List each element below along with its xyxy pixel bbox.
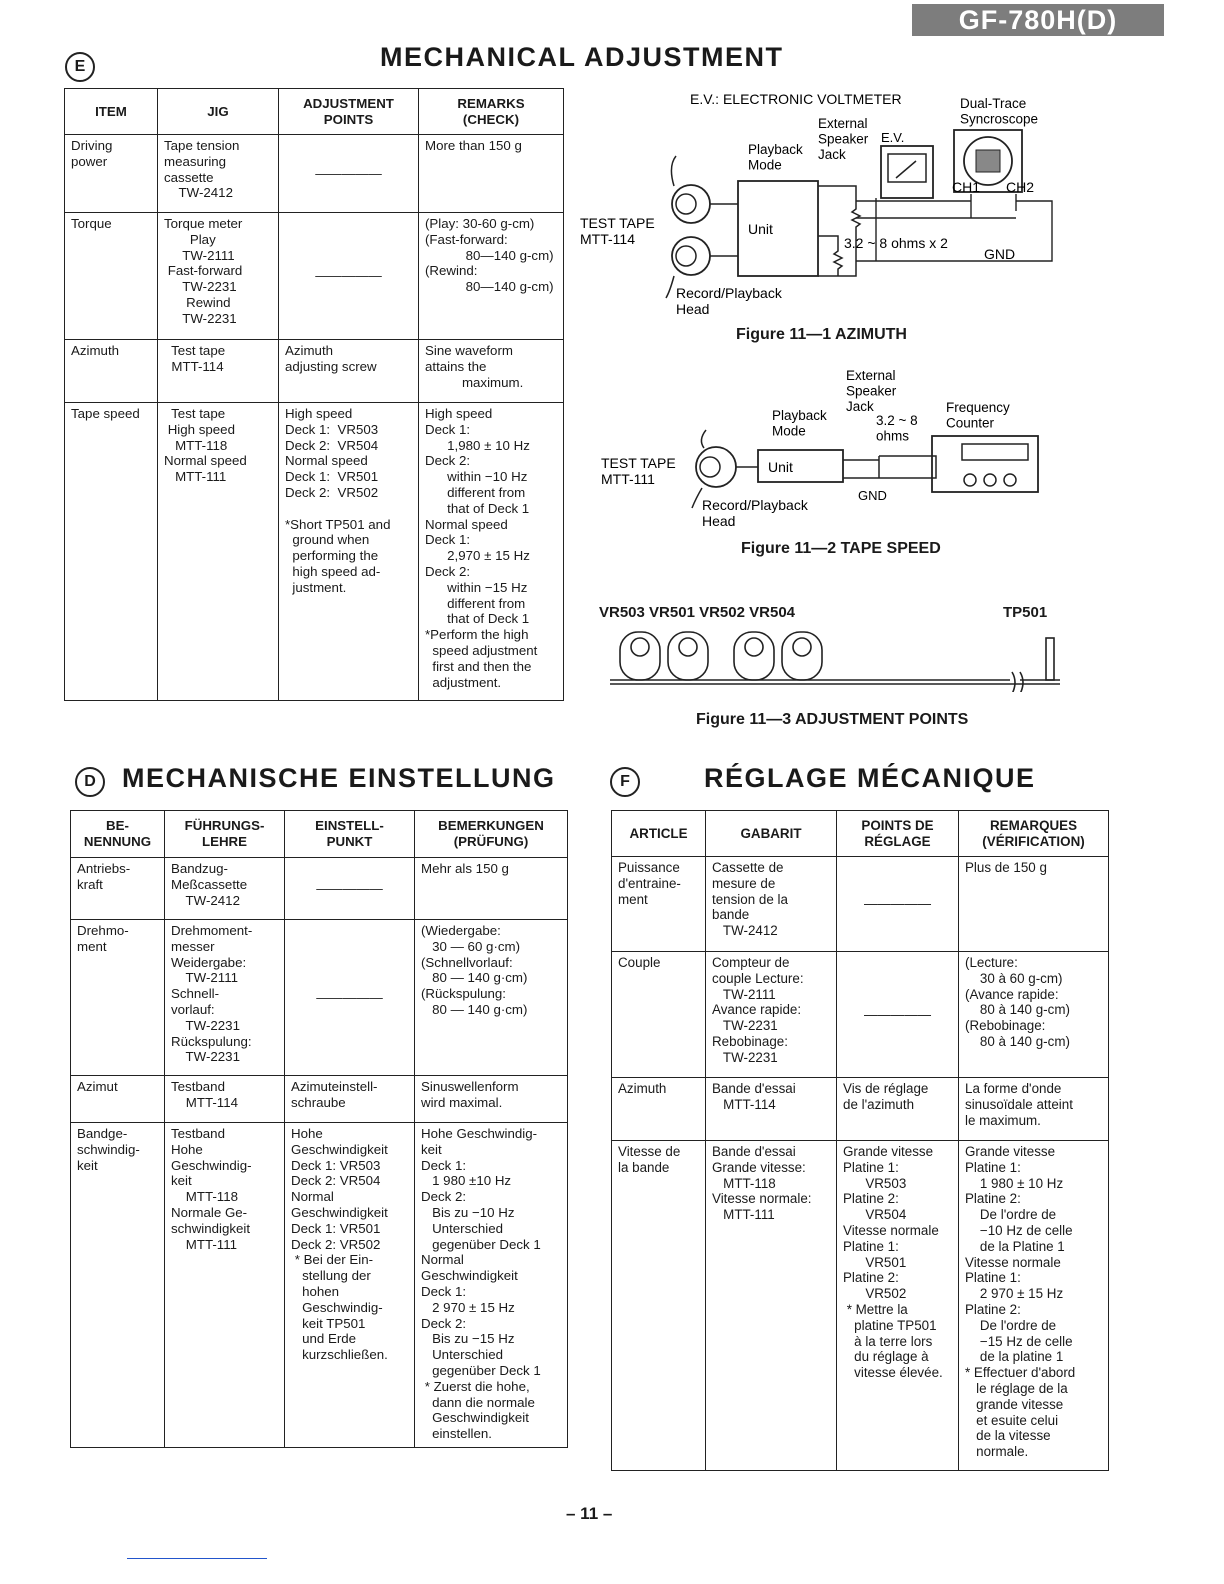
- table-cell: Antriebs- kraft: [71, 858, 165, 920]
- header-bemerkungen: BEMERKUNGEN (PRÜFUNG): [415, 811, 568, 858]
- vr501-label: VR501: [649, 604, 695, 621]
- section-marker-fr: F: [610, 767, 640, 797]
- title-en: MECHANICAL ADJUSTMENT: [380, 42, 784, 72]
- ch2-label: CH2: [1006, 179, 1035, 195]
- table-cell: Testband MTT-114: [165, 1076, 285, 1123]
- table-row: [65, 403, 564, 701]
- table-cell: (Play: 30-60 g-cm) (Fast-forward: 80—140 g-cm) (Rewind: 80—140 g-cm): [419, 213, 564, 340]
- table-cell: —————: [837, 857, 959, 952]
- test-tape-label: TEST TAPE MTT-114: [580, 215, 655, 248]
- figure-azimuth: [576, 86, 1076, 351]
- table-cell: (Lecture: 30 à 60 g-cm) (Avance rapide: 80 à 140 g-cm) (Rebobinage: 80 à 140 g-cm): [959, 952, 1109, 1078]
- unit-label: Unit: [768, 459, 793, 475]
- table-cell: Azimuth adjusting screw: [279, 340, 419, 403]
- table-cell: (Wiedergabe: 30 — 60 g·cm) (Schnellvorlauf: 80 — 140 g·cm) (Rückspulung: 80 — 140 g·cm): [415, 920, 568, 1076]
- table-cell: More than 150 g: [419, 135, 564, 213]
- tp501-label: TP501: [1003, 604, 1048, 621]
- table-cell: High speed Deck 1: 1,980 ± 10 Hz Deck 2: within −10 Hz different from that of Deck 1 Normal speed Deck 1: 2,970 ± 15 Hz Deck 2: within −15 Hz different from that of Deck 1 *Perform the high speed adjustment first and then the adjustment.: [419, 403, 564, 701]
- header-remarques: REMARQUES (VÉRIFICATION): [959, 811, 1109, 857]
- figure-adjustment-points: [610, 622, 1060, 692]
- ch1-label: CH1: [952, 179, 981, 195]
- table-cell: —————: [279, 135, 419, 213]
- header-article: ARTICLE: [612, 811, 706, 857]
- table-cell: Test tape MTT-114: [158, 340, 279, 403]
- table-cell: Azimuteinstell- schraube: [285, 1076, 415, 1123]
- table-cell: Azimuth: [65, 340, 158, 403]
- title-de: MECHANISCHE EINSTELLUNG: [122, 763, 556, 793]
- mode-label: Playback Mode: [772, 408, 827, 439]
- table-cell: Vis de réglage de l'azimuth: [837, 1078, 959, 1141]
- header-adjustment-points: ADJUSTMENT POINTS: [279, 89, 419, 135]
- figure-caption-adjustment-points: Figure 11—3 ADJUSTMENT POINTS: [696, 711, 969, 728]
- table-cell: Mehr als 150 g: [415, 858, 568, 920]
- header-fuehrungslehre: FÜHRUNGS- LEHRE: [165, 811, 285, 858]
- table-cell: Torque meter Play TW-2111 Fast-forward TW-2231 Rewind TW-2231: [158, 213, 279, 340]
- table-cell: Drehmo- ment: [71, 920, 165, 1076]
- table-row: [71, 858, 568, 920]
- header-einstellpunkt: EINSTELL- PUNKT: [285, 811, 415, 858]
- table-cell: Bandzug- Meßcassette TW-2412: [165, 858, 285, 920]
- table-cell: Azimuth: [612, 1078, 706, 1141]
- header-item: ITEM: [65, 89, 158, 135]
- figure-tape-speed: [596, 360, 1066, 540]
- table-cell: Torque: [65, 213, 158, 340]
- table-row: [612, 857, 1109, 952]
- adjustment-table-de: [70, 810, 568, 1448]
- table-cell: Compteur de couple Lecture: TW-2111 Avance rapide: TW-2231 Rebobinage: TW-2231: [706, 952, 837, 1078]
- table-cell: Driving power: [65, 135, 158, 213]
- section-marker-en: E: [65, 52, 95, 82]
- table-cell: La forme d'onde sinusoïdale atteint le maximum.: [959, 1078, 1109, 1141]
- table-cell: Cassette de mesure de tension de la bande TW-2412: [706, 857, 837, 952]
- table-row: [612, 952, 1109, 1078]
- table-cell: Testband Hohe Geschwindig- keit MTT-118 Normale Ge- schwindigkeit MTT-111: [165, 1123, 285, 1448]
- scope-label: Dual-Trace Syncroscope: [960, 96, 1039, 127]
- ev-note: E.V.: ELECTRONIC VOLTMETER: [690, 91, 902, 107]
- table-cell: Hohe Geschwindig- keit Deck 1: 1 980 ±10 Hz Deck 2: Bis zu −10 Hz Unterschied gegenüber Deck 1 Normal Geschwindigkeit Deck 1: 2 970 ± 15 Hz Deck 2: Bis zu −15 Hz Unterschied gegenüber Deck 1 * Zuerst die hohe, dann die normale Geschwindigkeit einstellen.: [415, 1123, 568, 1448]
- table-cell: —————: [285, 920, 415, 1076]
- header-remarks: REMARKS (CHECK): [419, 89, 564, 135]
- counter-label: Frequency Counter: [946, 400, 1010, 431]
- vr504-label: VR504: [749, 604, 796, 621]
- table-cell: Bande d'essai MTT-114: [706, 1078, 837, 1141]
- table-row: [612, 1141, 1109, 1471]
- table-cell: Bande d'essai Grande vitesse: MTT-118 Vitesse normale: MTT-111: [706, 1141, 837, 1471]
- table-cell: Azimut: [71, 1076, 165, 1123]
- table-cell: —————: [279, 213, 419, 340]
- table-cell: Sinuswellenform wird maximal.: [415, 1076, 568, 1123]
- table-cell: Tape tension measuring cassette TW-2412: [158, 135, 279, 213]
- link-underline-decoration: [127, 1558, 267, 1559]
- header-benennung: BE- NENNUNG: [71, 811, 165, 858]
- table-cell: Tape speed: [65, 403, 158, 701]
- table-cell: Puissance d'entraine- ment: [612, 857, 706, 952]
- table-row: [612, 1078, 1109, 1141]
- gnd-label: GND: [858, 488, 887, 503]
- vr502-label: VR502: [699, 604, 745, 621]
- ev-label: E.V.: [881, 130, 905, 145]
- gnd-label: GND: [984, 246, 1016, 262]
- page-number: – 11 –: [566, 1504, 613, 1523]
- table-row: [65, 213, 564, 340]
- table-cell: —————: [837, 952, 959, 1078]
- table-row: [71, 1123, 568, 1448]
- table-cell: Hohe Geschwindigkeit Deck 1: VR503 Deck 2: VR504 Normal Geschwindigkeit Deck 1: VR501 Deck 2: VR502 * Bei der Ein- stellung der hohen Geschwindig- keit TP501 und Erde kurzschließen.: [285, 1123, 415, 1448]
- section-marker-de: D: [75, 767, 105, 797]
- adjustment-table-en: [64, 88, 564, 701]
- load-label: 3.2 ~ 8 ohms: [876, 413, 918, 444]
- mode-label: Playback Mode: [748, 142, 803, 173]
- table-cell: Drehmoment- messer Weidergabe: TW-2111 Schnell- vorlauf: TW-2231 Rückspulung: TW-2231: [165, 920, 285, 1076]
- table-cell: Test tape High speed MTT-118 Normal speed MTT-111: [158, 403, 279, 701]
- header-points-de-reglage: POINTS DE RÉGLAGE: [837, 811, 959, 857]
- test-tape-label: TEST TAPE MTT-111: [601, 455, 676, 488]
- adjustment-table-fr: [611, 810, 1109, 1471]
- table-cell: Grande vitesse Platine 1: 1 980 ± 10 Hz Platine 2: De l'ordre de −10 Hz de celle de la Platine 1 Vitesse normale Platine 1: 2 970 ± 15 Hz Platine 2: De l'ordre de −15 Hz de celle de la platine 1 * Effectuer d'abord le réglage de la grande vitesse et esuite celui de la vitesse normale.: [959, 1141, 1109, 1471]
- external-jack-label: External Speaker Jack: [846, 368, 897, 414]
- figure-caption-tape-speed: Figure 11—2 TAPE SPEED: [741, 540, 941, 557]
- head-label: Record/Playback Head: [676, 285, 782, 318]
- table-cell: Grande vitesse Platine 1: VR503 Platine 2: VR504 Vitesse normale Platine 1: VR501 Platine 2: VR502 * Mettre la platine TP501 à la terre lors du réglage à vitesse élevée.: [837, 1141, 959, 1471]
- head-label: Record/Playback Head: [702, 497, 808, 530]
- table-row: [65, 135, 564, 213]
- model-badge: GF-780H(D): [912, 4, 1164, 36]
- table-cell: Sine waveform attains the maximum.: [419, 340, 564, 403]
- table-cell: Couple: [612, 952, 706, 1078]
- external-jack-label: External Speaker Jack: [818, 116, 869, 162]
- table-cell: Bandge- schwindig- keit: [71, 1123, 165, 1448]
- header-jig: JIG: [158, 89, 279, 135]
- vr-labels: [599, 604, 795, 621]
- table-cell: Vitesse de la bande: [612, 1141, 706, 1471]
- table-row: [71, 920, 568, 1076]
- unit-label: Unit: [748, 221, 773, 237]
- table-row: [71, 1076, 568, 1123]
- vr503-label: VR503: [599, 604, 645, 621]
- load-label: 3.2 ~ 8 ohms x 2: [844, 235, 948, 251]
- table-row: [65, 340, 564, 403]
- title-fr: RÉGLAGE MÉCANIQUE: [704, 763, 1036, 793]
- table-cell: High speed Deck 1: VR503 Deck 2: VR504 Normal speed Deck 1: VR501 Deck 2: VR502 *Short TP501 and ground when performing the high speed ad- justment.: [279, 403, 419, 701]
- figure-caption-azimuth: Figure 11—1 AZIMUTH: [736, 326, 907, 343]
- table-cell: —————: [285, 858, 415, 920]
- table-cell: Plus de 150 g: [959, 857, 1109, 952]
- header-gabarit: GABARIT: [706, 811, 837, 857]
